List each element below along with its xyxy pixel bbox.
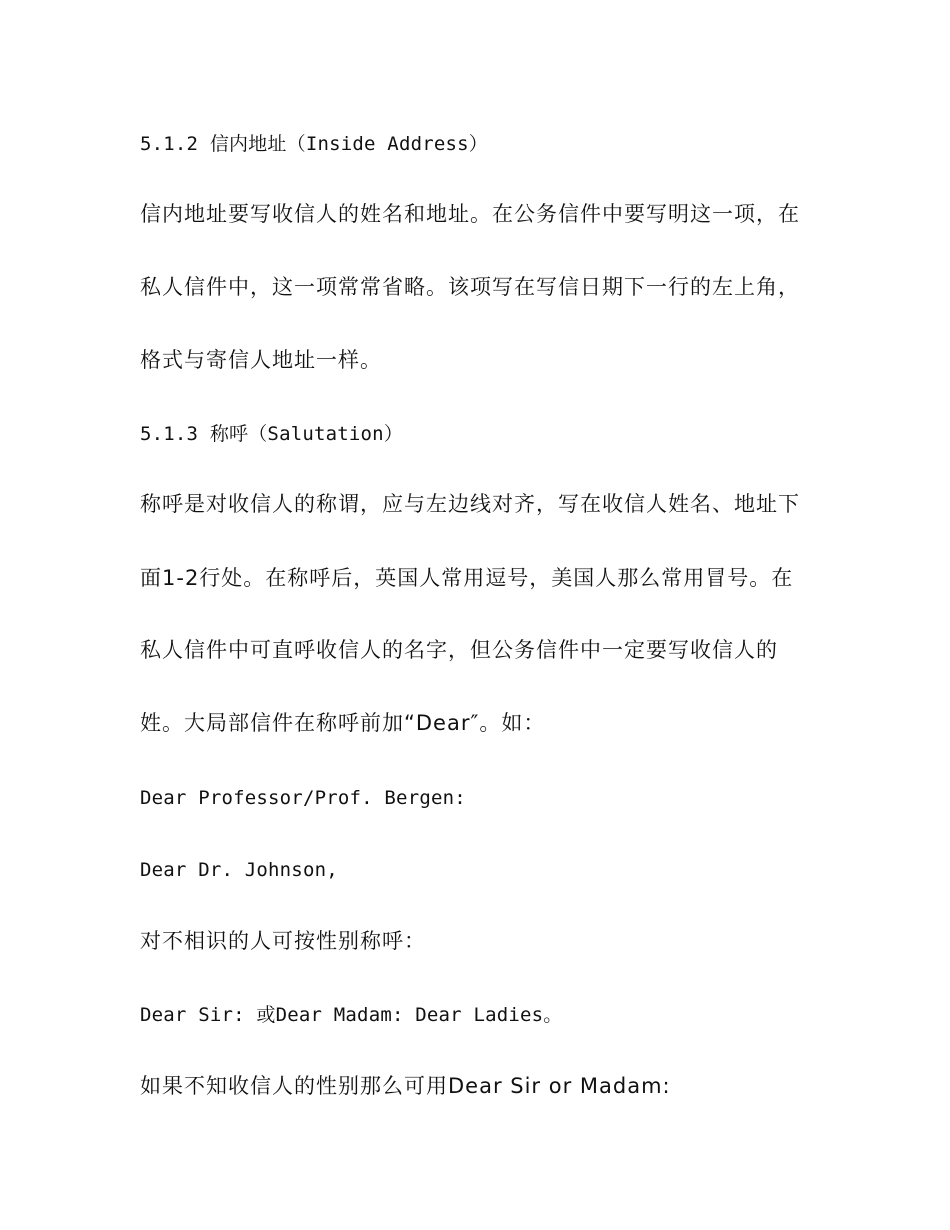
paragraph-line: 称呼是对收信人的称谓，应与左边线对齐，写在收信人姓名、地址下 [140,492,800,516]
section-heading-inside-address: 5.1.2 信内地址（Inside Address） [140,133,488,155]
example-salutation: Dear Sir: 或Dear Madam: Dear Ladies。 [140,1004,563,1026]
example-salutation: Dear Dr. Johnson, [140,859,338,881]
paragraph-line: 私人信件中可直呼收信人的名字，但公务信件中一定要写收信人的 [140,638,778,662]
example-salutation: Dear Professor/Prof. Bergen: [140,787,466,809]
paragraph-line: 如果不知收信人的性别那么可用Dear Sir or Madam: [140,1074,671,1098]
section-heading-salutation: 5.1.3 称呼（Salutation） [140,423,404,445]
paragraph-line: 私人信件中，这一项常常省略。该项写在写信日期下一行的左上角， [140,275,800,299]
paragraph-line: 格式与寄信人地址一样。 [140,348,382,372]
paragraph-line: 对不相识的人可按性别称呼： [140,929,426,953]
paragraph-line: 信内地址要写收信人的姓名和地址。在公务信件中要写明这一项，在 [140,202,800,226]
paragraph-line: 姓。大局部信件在称呼前加“Dear″。如： [140,711,546,735]
paragraph-line: 面1-2行处。在称呼后，英国人常用逗号，美国人那么常用冒号。在 [140,566,794,590]
